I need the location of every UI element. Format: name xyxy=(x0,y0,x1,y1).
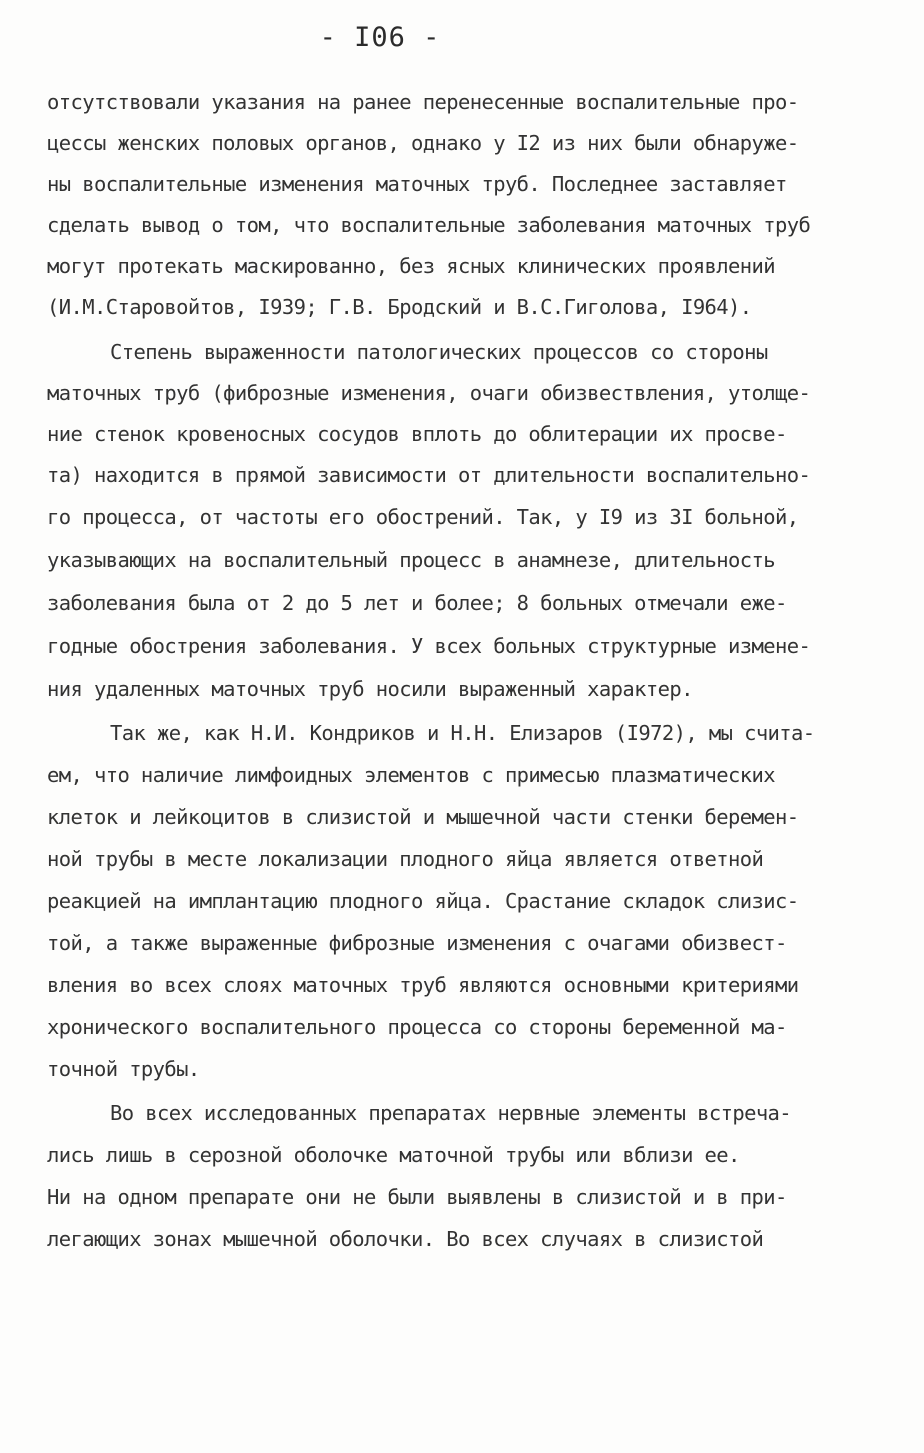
text-line: цессы женских половых органов, однако у I2 из них были обнаруже- xyxy=(47,131,799,155)
text-line: вления во всех слоях маточных труб являются основными критериями xyxy=(47,973,799,997)
text-line: заболевания была от 2 до 5 лет и более; 8 больных отмечали еже- xyxy=(47,591,787,615)
text-line: реакцией на имплантацию плодного яйца. Срастание складок слизис- xyxy=(47,889,799,913)
text-line: ние стенок кровеносных сосудов вплоть до облитерации их просве- xyxy=(47,422,787,446)
text-line: го процесса, от частоты его обострений. Так, у I9 из 3I больной, xyxy=(47,505,799,529)
text-line: лись лишь в серозной оболочке маточной трубы или вблизи ее. xyxy=(47,1143,740,1167)
text-line: Степень выраженности патологических процессов со стороны xyxy=(110,340,768,364)
text-line: точной трубы. xyxy=(47,1057,200,1081)
text-line: клеток и лейкоцитов в слизистой и мышечной части стенки беремен- xyxy=(47,805,799,829)
text-line: ния удаленных маточных труб носили выраженный характер. xyxy=(47,677,693,701)
text-line: могут протекать маскированно, без ясных клинических проявлений xyxy=(47,254,776,278)
page-number: - I06 - xyxy=(319,22,441,53)
text-line: той, а также выраженные фиброзные изменения с очагами обизвест- xyxy=(47,931,787,955)
text-line: Во всех исследованных препаратах нервные элементы встреча- xyxy=(110,1101,792,1125)
text-line: Так же, как Н.И. Кондриков и Н.Н. Елизаров (I972), мы счита- xyxy=(110,721,815,745)
text-line: годные обострения заболевания. У всех больных структурные измене- xyxy=(47,634,811,658)
text-line: (И.М.Старовойтов, I939; Г.В. Бродский и В.С.Гиголова, I964). xyxy=(47,295,752,319)
text-line: легающих зонах мышечной оболочки. Во всех случаях в слизистой xyxy=(47,1227,764,1251)
text-line: та) находится в прямой зависимости от длительности воспалительно- xyxy=(47,463,811,487)
text-line: маточных труб (фиброзные изменения, очаги обизвествления, утолще- xyxy=(47,381,811,405)
text-line: ной трубы в месте локализации плодного яйца является ответной xyxy=(47,847,764,871)
text-line: отсутствовали указания на ранее перенесенные воспалительные про- xyxy=(47,90,799,114)
text-line: ем, что наличие лимфоидных элементов с примесью плазматических xyxy=(47,763,776,787)
text-line: указывающих на воспалительный процесс в анамнезе, длительность xyxy=(47,548,776,572)
text-line: Ни на одном препарате они не были выявлены в слизистой и в при- xyxy=(47,1185,787,1209)
text-line: сделать вывод о том, что воспалительные заболевания маточных труб xyxy=(47,213,811,237)
text-line: хронического воспалительного процесса со стороны беременной ма- xyxy=(47,1015,787,1039)
text-line: ны воспалительные изменения маточных труб. Последнее заставляет xyxy=(47,172,787,196)
